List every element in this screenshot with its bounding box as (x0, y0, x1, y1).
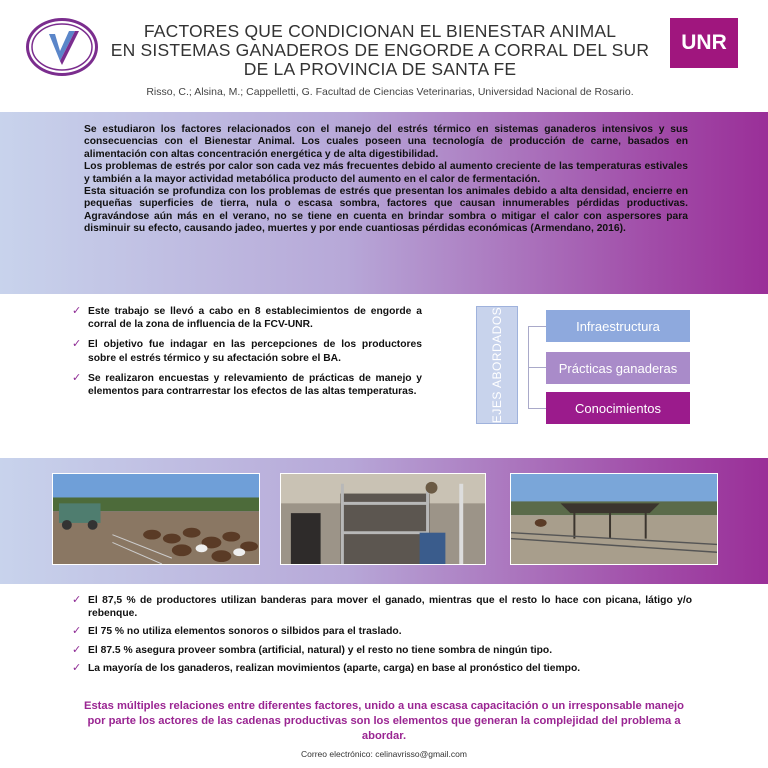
title-line-3: DE LA PROVINCIA DE SANTA FE (243, 59, 517, 79)
intro-paragraph-2: Los problemas de estrés por calor son cada vez más frecuentes debido al aumento creciente de las temperaturas estivales y también a la mayor actividad metabólica producto del aumento en el calor de fermentación. (84, 161, 688, 185)
eje-conocimientos: Conocimientos (546, 392, 690, 424)
check-icon: ✓ (72, 661, 82, 674)
check-icon: ✓ (72, 338, 82, 351)
check-icon: ✓ (72, 625, 82, 638)
conclusion-text: Estas múltiples relaciones entre diferentes factores, unido a una escasa capacitación o un irresponsable manejo por parte los actores de las cadenas productivas son los elementos que generan la complejidad del problema a abordar. (84, 700, 684, 742)
methods-list (72, 305, 422, 405)
intro-paragraph-1: Se estudiaron los factores relacionados con el manejo del estrés térmico en sistemas ganaderos intensivos y sus consecuencias con el Bienestar Animal. Los cuales poseen una tecnología de producción de carne, basados en alimentación con altas concentración energética y de alta digestibilidad. (84, 124, 688, 160)
results-item: ✓ La mayoría de los ganaderos, realizan movimientos (aparte, carga) en base al pronóstico del tiempo. (72, 661, 581, 674)
logo-v-icon (29, 21, 95, 73)
results-item: ✓ El 87.5 % asegura proveer sombra (artificial, natural) y el resto no tiene sombra de ningún tipo. (72, 643, 553, 656)
title-line-2: EN SISTEMAS GANADEROS DE ENGORDE A CORRAL DEL SUR (110, 40, 650, 60)
check-icon: ✓ (72, 643, 82, 656)
methods-item: ✓ Se realizaron encuestas y relevamiento de prácticas de manejo y elementos para contrarrestar los efectos de las altas temperaturas. (72, 371, 422, 398)
contact-email: Correo electrónico: celinavrisso@gmail.com (301, 749, 467, 759)
methods-item: ✓ El objetivo fue indagar en las percepciones de los productores sobre el estrés térmico y su afectación sobre el BA. (72, 338, 422, 364)
eje-infraestructura: Infraestructura (546, 310, 690, 342)
authors-line: Risso, C.; Alsina, M.; Cappelletti, G. Facultad de Ciencias Veterinarias, Universidad Nacional de Rosario. (146, 86, 634, 98)
photo-handling-chute (280, 473, 486, 565)
title-line-1: FACTORES QUE CONDICIONAN EL BIENESTAR ANIMAL (143, 21, 617, 41)
unr-logo-box: UNR (670, 18, 738, 68)
intro-text (84, 124, 688, 236)
ejes-label: EJES ABORDADOS (490, 306, 504, 424)
poster-title (110, 22, 650, 79)
eje-practicas-ganaderas: Prácticas ganaderas (546, 352, 690, 384)
photo-feedlot-cattle (52, 473, 260, 565)
check-icon: ✓ (72, 371, 82, 384)
results-item: ✓ El 75 % no utiliza elementos sonoros o silbidos para el traslado. (72, 625, 402, 638)
check-icon: ✓ (72, 305, 82, 317)
intro-paragraph-3: Esta situación se profundiza con los problemas de estrés que presentan los animales debido a alta densidad, encierre en pequeñas superficies de tierra, nula o escasa sombra, factores que causan innumerables pérdidas productivas. Agravándose aún más en el verano, no se tiene en cuenta en brindar sombra o mitigar el calor con aspersores para disminuir su efecto, causando jadeo, muertes y por ende cuantiosas pérdidas económicas (Armendano, 2016). (84, 186, 688, 235)
results-list (72, 594, 692, 680)
ejes-label-box (476, 306, 518, 424)
ejes-connector-branch (528, 367, 546, 368)
results-item: ✓ El 87,5 % de productores utilizan banderas para mover el ganado, mientras que el resto lo hace con picana, látigo y/o rebenque. (72, 594, 692, 620)
methods-item: ✓ Este trabajo se llevó a cabo en 8 establecimientos de engorde a corral de la zona de influencia de la FCV-UNR. (72, 305, 422, 331)
ejes-connector-branch (528, 408, 546, 409)
poster-header (0, 0, 768, 112)
faculty-logo (26, 18, 98, 76)
ejes-connector-branch (528, 326, 546, 327)
photo-shade-structure (510, 473, 718, 565)
check-icon: ✓ (72, 594, 82, 606)
